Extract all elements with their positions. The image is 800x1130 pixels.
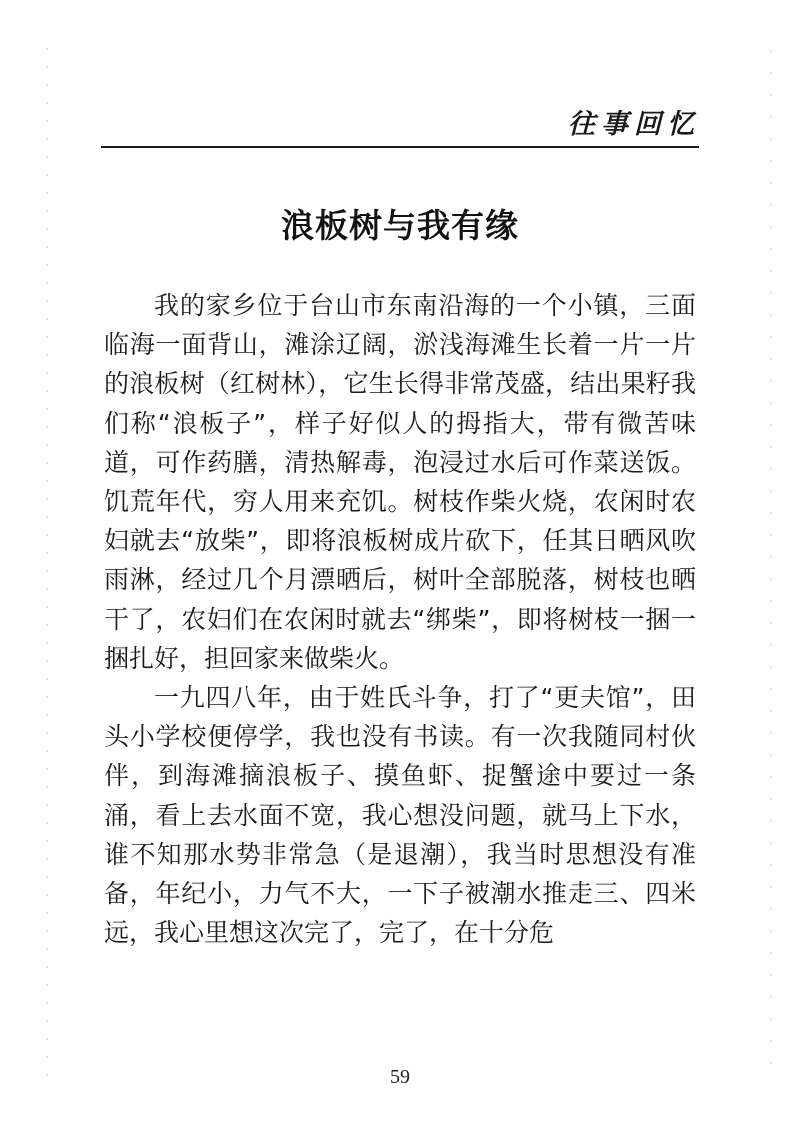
page-number: 59 [390, 1066, 410, 1088]
scan-margin-dots-left [46, 40, 48, 1080]
running-header: 往事回忆 [568, 109, 700, 140]
scan-margin-dots-right [770, 40, 772, 1080]
paragraph: 一九四八年，由于姓氏斗争，打了“更夫馆”，田头小学校便停学，我也没有书读。有一次我随同村伙伴，到海滩摘浪板子、摸鱼虾、捉蟹途中要过一条涌，看上去水面不宽，我心想没问题，就马上下水，谁不知那水势非常急（是退潮），我当时思想没有准备，年纪小，力气不大，一下子被潮水推走三、四米远，我心里想这次完了，完了，在十分危 [104, 683, 696, 948]
paragraph: 我的家乡位于台山市东南沿海的一个小镇，三面临海一面背山，滩涂辽阔，淤浅海滩生长着一片一片的浪板树（红树林），它生长得非常茂盛，结出果籽我们称“浪板子”，样子好似人的拇指大，带有微苦味道，可作药膳，清热解毒，泡浸过水后可作菜送饭。饥荒年代，穷人用来充饥。树枝作柴火烧，农闲时农妇就去“放柴”，即将浪板树成片砍下，任其日晒风吹雨淋，经过几个月漂晒后，树叶全部脱落，树枝也晒干了，农妇们在农闲时就去“绑柴”，即将树枝一捆一捆扎好，担回家来做柴火。 [104, 291, 696, 673]
article-title: 浪板树与我有缘 [281, 206, 519, 245]
article-body [104, 286, 696, 952]
header-rule [101, 146, 699, 148]
